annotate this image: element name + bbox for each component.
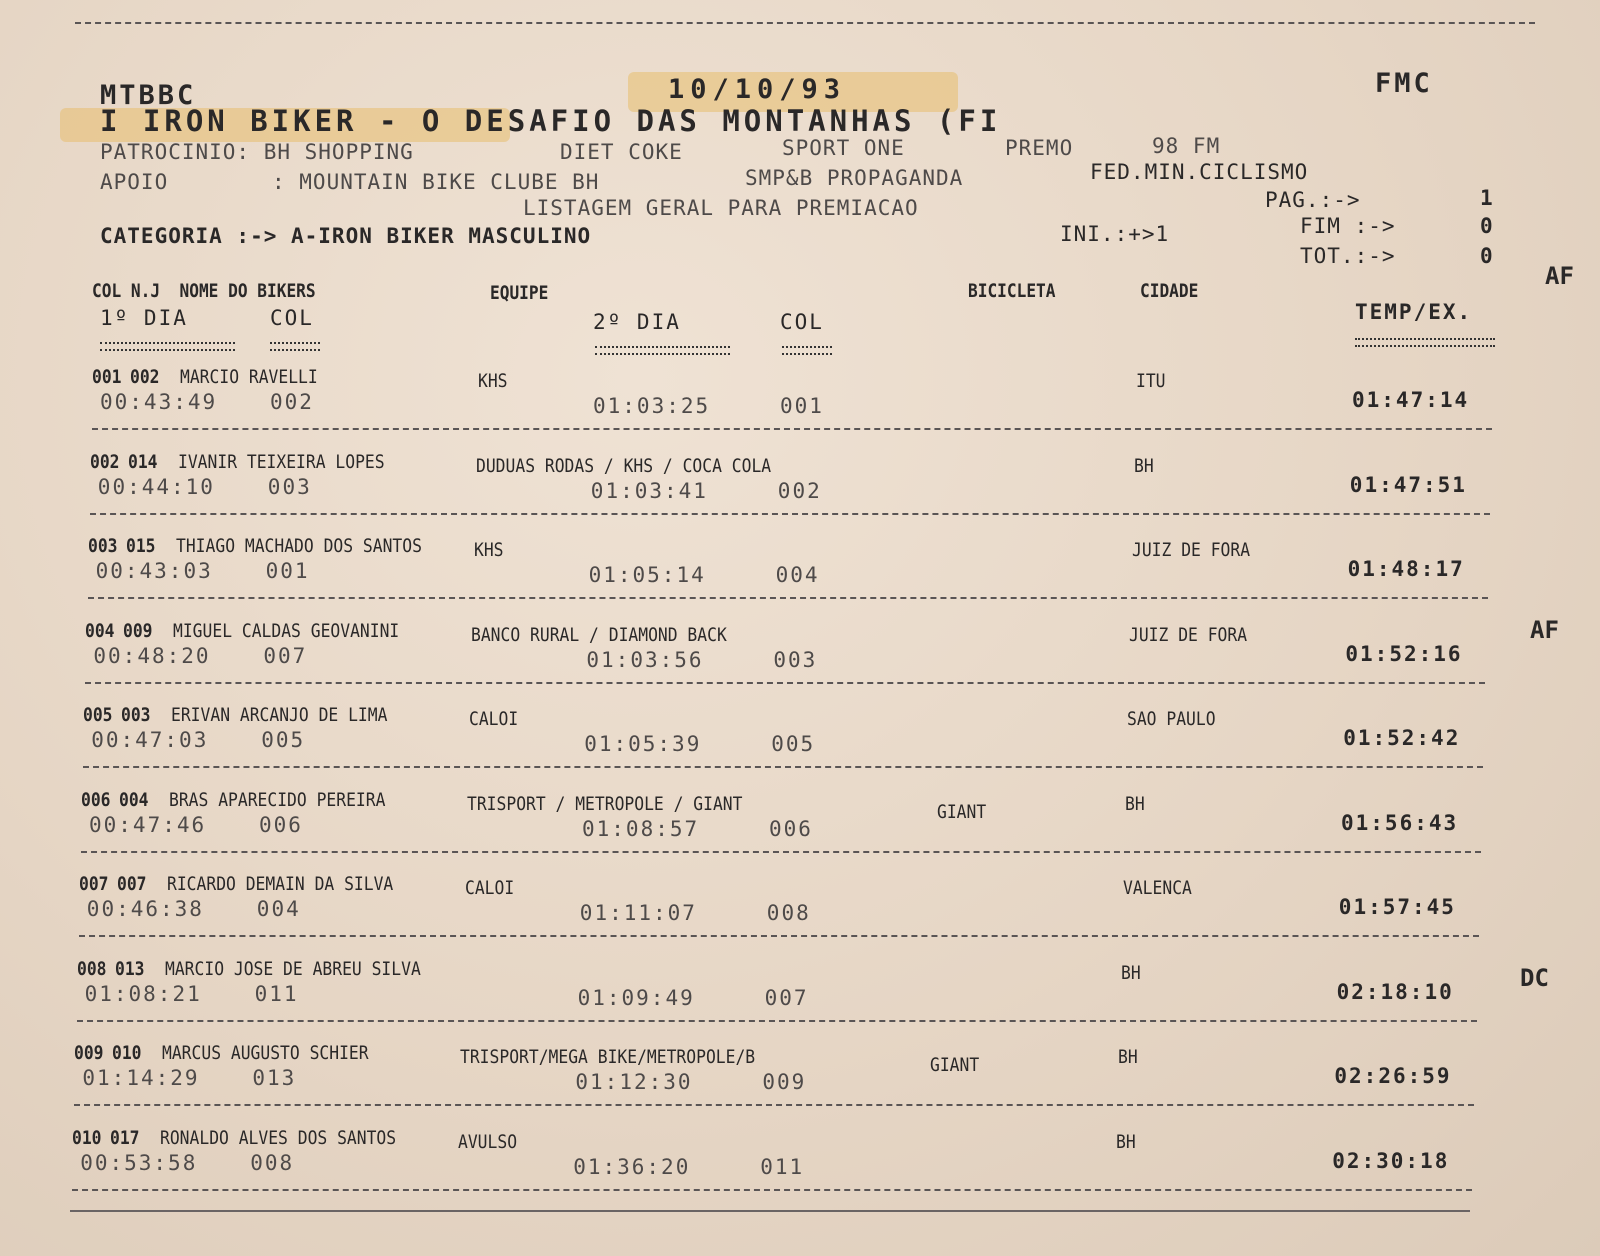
row-day2-time: 01:36:20 xyxy=(573,1154,691,1179)
underline-col1 xyxy=(270,342,320,351)
row-col: 001 xyxy=(92,366,122,388)
row-day1-col: 007 xyxy=(263,643,308,668)
row-col: 002 xyxy=(89,450,120,473)
report-date: 10/10/93 xyxy=(668,74,847,105)
row-name: MIGUEL CALDAS GEOVANINI xyxy=(173,619,400,642)
row-day1-col: 008 xyxy=(250,1150,295,1175)
row-day2-col: 006 xyxy=(769,816,813,841)
row-city: JUIZ DE FORA xyxy=(1129,623,1248,646)
sponsor-diet-coke: DIET COKE xyxy=(560,140,683,164)
row-separator xyxy=(77,1020,1477,1022)
row-total-time: 01:48:17 xyxy=(1347,557,1465,581)
underline-col2 xyxy=(782,346,832,355)
row-day2-time: 01:08:57 xyxy=(582,816,700,841)
row-day1-col: 011 xyxy=(254,981,299,1006)
sponsor-sport-one: SPORT ONE xyxy=(782,136,905,160)
category: CATEGORIA :-> A-IRON BIKER MASCULINO xyxy=(100,224,592,248)
row-nj: 015 xyxy=(125,535,156,557)
row-total-time: 02:30:18 xyxy=(1332,1148,1450,1173)
fim-value: 0 xyxy=(1480,214,1494,238)
row-total-time: 01:56:43 xyxy=(1341,810,1459,835)
row-name: THIAGO MACHADO DOS SANTOS xyxy=(175,535,422,557)
row-day1-col: 005 xyxy=(261,728,306,752)
row-separator xyxy=(72,1189,1472,1191)
row-team: TRISPORT / METROPOLE / GIANT xyxy=(467,792,743,815)
apoio-label: APOIO xyxy=(100,170,169,194)
row-col: 009 xyxy=(74,1042,104,1064)
row-col: 007 xyxy=(78,873,109,895)
row-city: BH xyxy=(1120,961,1141,984)
row-name: IVANIR TEIXEIRA LOPES xyxy=(177,450,385,473)
row-col: 005 xyxy=(83,704,113,726)
row-nj: 013 xyxy=(114,957,145,980)
column-col-nj-name: COL N.J NOME DO BIKERS xyxy=(92,280,316,302)
row-day1-col: 001 xyxy=(265,559,310,583)
apoio-mtb-club: : MOUNTAIN BIKE CLUBE BH xyxy=(272,170,600,194)
row-name: ERIVAN ARCANJO DE LIMA xyxy=(171,704,388,726)
row-day1-time: 00:47:03 xyxy=(91,728,209,752)
listing-title: LISTAGEM GERAL PARA PREMIACAO xyxy=(523,196,919,220)
underline-day1 xyxy=(100,342,235,351)
row-day1-col: 004 xyxy=(256,897,301,921)
row-team: TRISPORT/MEGA BIKE/METROPOLE/B xyxy=(460,1046,756,1068)
row-separator xyxy=(83,766,1483,768)
page-value: 1 xyxy=(1480,186,1494,210)
sponsor-premo: PREMO xyxy=(1005,136,1074,160)
row-city: BH xyxy=(1125,792,1145,815)
row-day1-col: 002 xyxy=(270,390,314,414)
row-day2-time: 01:03:25 xyxy=(593,394,711,418)
bottom-rule xyxy=(70,1210,1470,1212)
tot-label: TOT.:-> xyxy=(1300,244,1396,268)
page-label: PAG.:-> xyxy=(1265,188,1361,212)
row-team: AVULSO xyxy=(458,1130,518,1153)
row-day1-time: 00:43:49 xyxy=(100,390,218,414)
margin-mark: AF xyxy=(1530,616,1559,644)
row-separator xyxy=(81,851,1481,853)
row-day1-time: 00:53:58 xyxy=(80,1150,198,1175)
row-name: MARCUS AUGUSTO SCHIER xyxy=(162,1042,369,1064)
row-col: 010 xyxy=(72,1126,102,1149)
row-col: 003 xyxy=(87,535,118,557)
row-separator xyxy=(74,1104,1474,1106)
underline-day2 xyxy=(595,346,730,355)
row-separator xyxy=(85,682,1485,684)
apoio-fed: FED.MIN.CICLISMO xyxy=(1090,160,1309,184)
row-day2-time: 01:03:41 xyxy=(590,478,708,503)
row-day2-time: 01:05:39 xyxy=(584,732,702,756)
row-day1-col: 006 xyxy=(259,812,303,837)
row-nj: 017 xyxy=(110,1126,140,1149)
row-city: VALENCA xyxy=(1122,877,1192,899)
column-bicicleta: BICICLETA xyxy=(968,280,1056,302)
row-nj: 007 xyxy=(116,873,147,895)
row-day1-time: 00:43:03 xyxy=(95,559,213,583)
row-col: 004 xyxy=(85,619,115,642)
row-total-time: 02:18:10 xyxy=(1336,979,1454,1004)
row-separator xyxy=(88,597,1488,599)
row-name: RICARDO DEMAIN DA SILVA xyxy=(166,873,394,895)
ini-value: INI.:+>1 xyxy=(1060,222,1170,246)
fim-label: FIM :-> xyxy=(1300,214,1396,238)
row-day2-col: 001 xyxy=(780,394,824,418)
org-name: MTBBC xyxy=(100,80,197,111)
row-day1-time: 00:48:20 xyxy=(93,643,211,668)
row-day1-time: 00:46:38 xyxy=(86,897,204,921)
row-total-time: 01:52:42 xyxy=(1343,726,1461,750)
sponsor-line-1: PATROCINIO: BH SHOPPING xyxy=(100,140,414,164)
apoio-smpb: SMP&B PROPAGANDA xyxy=(745,166,964,190)
row-city: BH xyxy=(1116,1130,1136,1153)
column-day1: 1º DIA xyxy=(100,306,188,330)
row-day2-col: 003 xyxy=(773,647,818,672)
event-title: I IRON BIKER - O DESAFIO DAS MONTANHAS (FI xyxy=(100,104,1002,138)
row-day2-time: 01:03:56 xyxy=(586,647,704,672)
row-day1-time: 00:44:10 xyxy=(97,474,215,499)
row-nj: 004 xyxy=(119,788,149,811)
row-name: BRAS APARECIDO PEREIRA xyxy=(169,788,386,811)
row-city: ITU xyxy=(1136,370,1166,392)
row-name: RONALDO ALVES DOS SANTOS xyxy=(160,1126,397,1149)
row-day1-col: 003 xyxy=(267,474,312,499)
row-separator xyxy=(90,513,1490,515)
column-total-time: TEMP/EX. xyxy=(1355,300,1473,324)
row-separator xyxy=(79,935,1479,937)
underline-total xyxy=(1355,338,1495,347)
row-team: BANCO RURAL / DIAMOND BACK xyxy=(471,623,728,646)
row-total-time: 01:57:45 xyxy=(1338,895,1456,919)
row-team: CALOI xyxy=(464,877,514,899)
column-day2: 2º DIA xyxy=(593,310,681,334)
row-day2-col: 011 xyxy=(760,1154,805,1179)
federation-code: FMC xyxy=(1375,68,1433,99)
row-total-time: 02:26:59 xyxy=(1334,1064,1452,1088)
row-total-time: 01:47:51 xyxy=(1349,472,1467,497)
row-bike: GIANT xyxy=(937,800,987,823)
row-separator xyxy=(92,428,1492,430)
sponsor-98fm: 98 FM xyxy=(1152,134,1221,158)
row-day1-time: 01:14:29 xyxy=(82,1066,200,1090)
row-col: 006 xyxy=(81,788,111,811)
row-day2-time: 01:05:14 xyxy=(588,563,706,587)
row-city: SAO PAULO xyxy=(1127,708,1216,730)
margin-mark: DC xyxy=(1520,964,1549,992)
row-team: CALOI xyxy=(469,708,519,730)
row-day1-col: 013 xyxy=(252,1066,297,1090)
row-day2-col: 008 xyxy=(766,901,811,925)
row-total-time: 01:47:14 xyxy=(1352,388,1470,412)
column-col1: COL xyxy=(270,306,314,330)
row-city: BH xyxy=(1133,454,1154,477)
column-col2: COL xyxy=(780,310,824,334)
row-day2-time: 01:09:49 xyxy=(577,985,695,1010)
row-day2-col: 002 xyxy=(777,478,822,503)
row-day2-col: 004 xyxy=(775,563,820,587)
margin-mark: AF xyxy=(1545,262,1574,290)
row-city: BH xyxy=(1118,1046,1139,1068)
row-name: MARCIO JOSE DE ABREU SILVA xyxy=(164,957,421,980)
row-team: KHS xyxy=(473,539,504,561)
row-nj: 014 xyxy=(127,450,158,473)
row-city: JUIZ DE FORA xyxy=(1131,539,1250,561)
row-total-time: 01:52:16 xyxy=(1345,641,1463,666)
top-tear-line xyxy=(75,22,1535,24)
tot-value: 0 xyxy=(1480,244,1494,268)
row-day2-time: 01:12:30 xyxy=(575,1070,693,1094)
row-day2-time: 01:11:07 xyxy=(579,901,697,925)
row-team: KHS xyxy=(478,370,508,392)
row-day2-col: 009 xyxy=(762,1070,807,1094)
row-nj: 009 xyxy=(123,619,153,642)
row-nj: 002 xyxy=(130,366,160,388)
column-equipe: EQUIPE xyxy=(490,282,549,304)
row-nj: 003 xyxy=(121,704,151,726)
row-day1-time: 01:08:21 xyxy=(84,981,202,1006)
row-bike: GIANT xyxy=(930,1054,980,1076)
row-col: 008 xyxy=(76,957,107,980)
row-day2-col: 007 xyxy=(764,985,809,1010)
row-day2-col: 005 xyxy=(771,732,816,756)
row-name: MARCIO RAVELLI xyxy=(180,366,318,388)
column-cidade: CIDADE xyxy=(1140,280,1199,302)
row-day1-time: 00:47:46 xyxy=(89,812,207,837)
row-nj: 010 xyxy=(112,1042,142,1064)
row-team: DUDUAS RODAS / KHS / COCA COLA xyxy=(475,454,771,477)
